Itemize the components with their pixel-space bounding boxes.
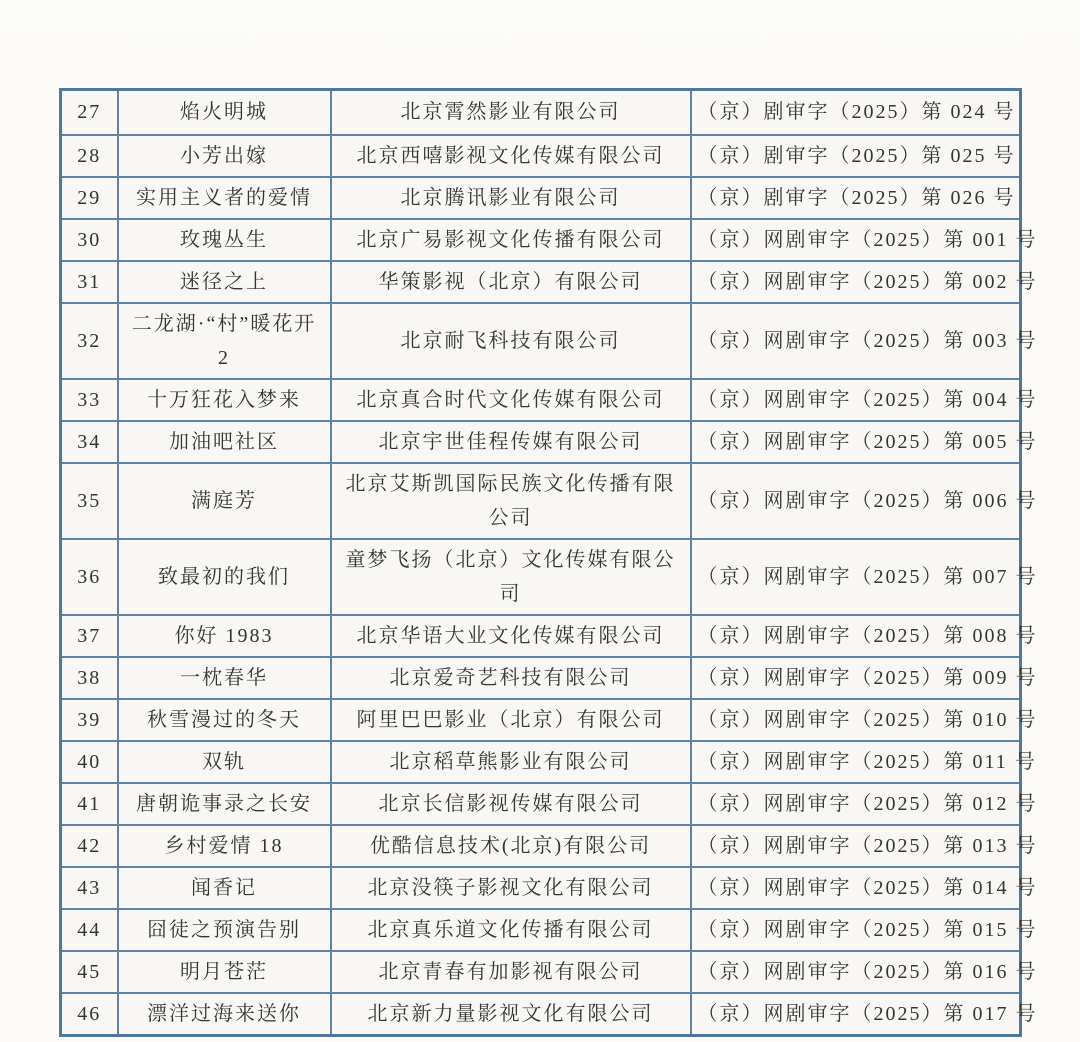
drama-title-cell: 双轨: [118, 741, 331, 783]
approval-number-cell: （京）网剧审字（2025）第 017 号: [691, 993, 1021, 1036]
drama-title-cell: 一枕春华: [118, 657, 331, 699]
serial-number-cell: 35: [61, 463, 118, 539]
serial-number-cell: 34: [61, 421, 118, 463]
drama-title-cell: 玫瑰丛生: [118, 219, 331, 261]
table-row: [61, 867, 1021, 909]
serial-number-cell: 41: [61, 783, 118, 825]
table-row: [61, 303, 1021, 379]
drama-title-cell: 乡村爱情 18: [118, 825, 331, 867]
drama-title-cell: 致最初的我们: [118, 539, 331, 615]
production-company-cell: 阿里巴巴影业（北京）有限公司: [331, 699, 691, 741]
table-row: [61, 90, 1021, 135]
production-company-cell: 北京稻草熊影业有限公司: [331, 741, 691, 783]
table-row: [61, 783, 1021, 825]
drama-title-cell: 小芳出嫁: [118, 135, 331, 177]
serial-number-cell: 33: [61, 379, 118, 421]
production-company-cell: 北京青春有加影视有限公司: [331, 951, 691, 993]
table-row: [61, 177, 1021, 219]
serial-number-cell: 27: [61, 90, 118, 135]
approval-number-cell: （京）网剧审字（2025）第 004 号: [691, 379, 1021, 421]
approval-number-cell: （京）网剧审字（2025）第 001 号: [691, 219, 1021, 261]
production-company-cell: 北京长信影视传媒有限公司: [331, 783, 691, 825]
production-company-cell: 北京广易影视文化传播有限公司: [331, 219, 691, 261]
table-row: [61, 379, 1021, 421]
production-company-cell: 童梦飞扬（北京）文化传媒有限公司: [331, 539, 691, 615]
table-row: [61, 219, 1021, 261]
production-company-cell: 北京真乐道文化传播有限公司: [331, 909, 691, 951]
approval-number-cell: （京）网剧审字（2025）第 008 号: [691, 615, 1021, 657]
production-company-cell: 北京艾斯凯国际民族文化传播有限公司: [331, 463, 691, 539]
table-row: [61, 657, 1021, 699]
approval-number-cell: （京）网剧审字（2025）第 013 号: [691, 825, 1021, 867]
drama-title-cell: 囧徒之预演告别: [118, 909, 331, 951]
approval-number-cell: （京）网剧审字（2025）第 009 号: [691, 657, 1021, 699]
approval-number-cell: （京）网剧审字（2025）第 011 号: [691, 741, 1021, 783]
production-company-cell: 北京爱奇艺科技有限公司: [331, 657, 691, 699]
production-company-cell: 北京宇世佳程传媒有限公司: [331, 421, 691, 463]
table-row: [61, 741, 1021, 783]
production-company-cell: 北京霄然影业有限公司: [331, 90, 691, 135]
approval-number-cell: （京）网剧审字（2025）第 002 号: [691, 261, 1021, 303]
approval-number-cell: （京）网剧审字（2025）第 014 号: [691, 867, 1021, 909]
approval-number-cell: （京）网剧审字（2025）第 015 号: [691, 909, 1021, 951]
production-company-cell: 北京耐飞科技有限公司: [331, 303, 691, 379]
serial-number-cell: 28: [61, 135, 118, 177]
serial-number-cell: 46: [61, 993, 118, 1036]
approval-number-cell: （京）网剧审字（2025）第 012 号: [691, 783, 1021, 825]
drama-title-cell: 加油吧社区: [118, 421, 331, 463]
approval-number-cell: （京）网剧审字（2025）第 010 号: [691, 699, 1021, 741]
drama-title-cell: 唐朝诡事录之长安: [118, 783, 331, 825]
serial-number-cell: 42: [61, 825, 118, 867]
approval-number-cell: （京）剧审字（2025）第 025 号: [691, 135, 1021, 177]
approval-table: [59, 88, 1038, 1037]
table-row: [61, 615, 1021, 657]
production-company-cell: 北京西嘻影视文化传媒有限公司: [331, 135, 691, 177]
drama-title-cell: 十万狂花入梦来: [118, 379, 331, 421]
serial-number-cell: 40: [61, 741, 118, 783]
drama-title-cell: 漂洋过海来送你: [118, 993, 331, 1036]
serial-number-cell: 38: [61, 657, 118, 699]
production-company-cell: 优酷信息技术(北京)有限公司: [331, 825, 691, 867]
production-company-cell: 华策影视（北京）有限公司: [331, 261, 691, 303]
serial-number-cell: 31: [61, 261, 118, 303]
table-row: [61, 463, 1021, 539]
serial-number-cell: 45: [61, 951, 118, 993]
serial-number-cell: 37: [61, 615, 118, 657]
serial-number-cell: 39: [61, 699, 118, 741]
table-row: [61, 135, 1021, 177]
drama-title-cell: 实用主义者的爱情: [118, 177, 331, 219]
drama-title-cell: 迷径之上: [118, 261, 331, 303]
drama-title-cell: 明月苍茫: [118, 951, 331, 993]
drama-title-cell: 二龙湖·“村”暖花开 2: [118, 303, 331, 379]
serial-number-cell: 32: [61, 303, 118, 379]
table-row: [61, 993, 1021, 1036]
table-row: [61, 261, 1021, 303]
approval-number-cell: （京）网剧审字（2025）第 003 号: [691, 303, 1021, 379]
serial-number-cell: 43: [61, 867, 118, 909]
table-row: [61, 825, 1021, 867]
serial-number-cell: 30: [61, 219, 118, 261]
serial-number-cell: 29: [61, 177, 118, 219]
serial-number-cell: 36: [61, 539, 118, 615]
production-company-cell: 北京华语大业文化传媒有限公司: [331, 615, 691, 657]
serial-number-cell: 44: [61, 909, 118, 951]
approval-table-body: [61, 90, 1038, 1036]
drama-title-cell: 你好 1983: [118, 615, 331, 657]
drama-title-cell: 满庭芳: [118, 463, 331, 539]
table-row: [61, 699, 1021, 741]
approval-number-cell: （京）网剧审字（2025）第 016 号: [691, 951, 1021, 993]
approval-number-cell: （京）网剧审字（2025）第 007 号: [691, 539, 1021, 615]
table-row: [61, 909, 1021, 951]
table-row: [61, 421, 1021, 463]
approval-number-cell: （京）网剧审字（2025）第 006 号: [691, 463, 1021, 539]
approval-number-cell: （京）剧审字（2025）第 024 号: [691, 90, 1021, 135]
table-row: [61, 539, 1021, 615]
production-company-cell: 北京新力量影视文化有限公司: [331, 993, 691, 1036]
approval-number-cell: （京）剧审字（2025）第 026 号: [691, 177, 1021, 219]
drama-title-cell: 焰火明城: [118, 90, 331, 135]
drama-title-cell: 秋雪漫过的冬天: [118, 699, 331, 741]
production-company-cell: 北京腾讯影业有限公司: [331, 177, 691, 219]
drama-title-cell: 闻香记: [118, 867, 331, 909]
table-row: [61, 951, 1021, 993]
production-company-cell: 北京没筷子影视文化有限公司: [331, 867, 691, 909]
production-company-cell: 北京真合时代文化传媒有限公司: [331, 379, 691, 421]
approval-number-cell: （京）网剧审字（2025）第 005 号: [691, 421, 1021, 463]
